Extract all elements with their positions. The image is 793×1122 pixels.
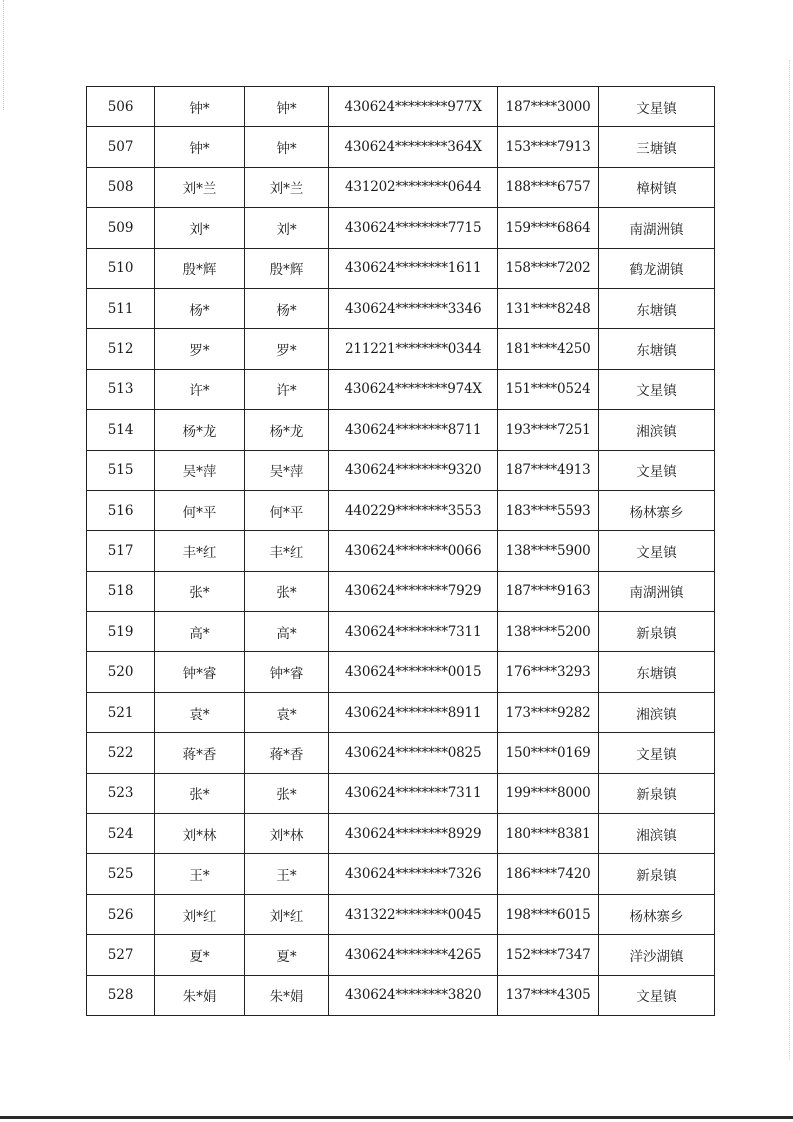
cell-serial-number: 507 (87, 127, 155, 167)
cell-phone-number: 158****7202 (498, 248, 599, 288)
cell-serial-number: 525 (87, 854, 155, 894)
cell-name-repeat: 钟*睿 (244, 652, 328, 692)
cell-township: 湘滨镇 (598, 410, 714, 450)
cell-name-repeat: 许* (244, 369, 328, 409)
cell-township: 东塘镇 (598, 329, 714, 369)
cell-phone-number: 138****5200 (498, 612, 599, 652)
cell-name: 王* (155, 854, 245, 894)
cell-name-repeat: 丰*红 (244, 531, 328, 571)
cell-phone-number: 151****0524 (498, 369, 599, 409)
cell-phone-number: 186****7420 (498, 854, 599, 894)
cell-id-number: 430624********8711 (329, 410, 498, 450)
cell-phone-number: 153****7913 (498, 127, 599, 167)
cell-id-number: 431322********0045 (329, 894, 498, 934)
table-row (87, 894, 715, 934)
cell-township: 洋沙湖镇 (598, 935, 714, 975)
cell-phone-number: 159****6864 (498, 208, 599, 248)
table-row (87, 450, 715, 490)
cell-id-number: 430624********4265 (329, 935, 498, 975)
cell-name: 殷*辉 (155, 248, 245, 288)
cell-serial-number: 514 (87, 410, 155, 450)
table-row (87, 490, 715, 530)
cell-id-number: 430624********7715 (329, 208, 498, 248)
roster-table (86, 86, 715, 1016)
cell-name-repeat: 蒋*香 (244, 733, 328, 773)
cell-id-number: 430624********9320 (329, 450, 498, 490)
cell-serial-number: 510 (87, 248, 155, 288)
cell-serial-number: 522 (87, 733, 155, 773)
cell-id-number: 430624********1611 (329, 248, 498, 288)
cell-phone-number: 183****5593 (498, 490, 599, 530)
cell-township: 新泉镇 (598, 773, 714, 813)
cell-name: 钟* (155, 87, 245, 127)
cell-name-repeat: 张* (244, 571, 328, 611)
cell-serial-number: 523 (87, 773, 155, 813)
cell-name-repeat: 朱*娟 (244, 975, 328, 1015)
cell-name: 丰*红 (155, 531, 245, 571)
cell-name-repeat: 刘* (244, 208, 328, 248)
cell-township: 三塘镇 (598, 127, 714, 167)
cell-serial-number: 517 (87, 531, 155, 571)
cell-phone-number: 137****4305 (498, 975, 599, 1015)
table-row (87, 288, 715, 328)
page-bottom-rule (0, 1116, 793, 1119)
cell-township: 文星镇 (598, 531, 714, 571)
cell-id-number: 431202********0644 (329, 167, 498, 207)
cell-name: 高* (155, 612, 245, 652)
cell-name: 吴*萍 (155, 450, 245, 490)
cell-name: 朱*娟 (155, 975, 245, 1015)
cell-phone-number: 198****6015 (498, 894, 599, 934)
cell-name: 夏* (155, 935, 245, 975)
cell-name-repeat: 张* (244, 773, 328, 813)
cell-township: 南湖洲镇 (598, 571, 714, 611)
table-row (87, 773, 715, 813)
cell-township: 东塘镇 (598, 288, 714, 328)
cell-serial-number: 520 (87, 652, 155, 692)
cell-id-number: 430624********0066 (329, 531, 498, 571)
cell-township: 南湖洲镇 (598, 208, 714, 248)
cell-phone-number: 181****4250 (498, 329, 599, 369)
cell-name-repeat: 吴*萍 (244, 450, 328, 490)
cell-phone-number: 187****3000 (498, 87, 599, 127)
table-row (87, 612, 715, 652)
table-row (87, 329, 715, 369)
cell-id-number: 430624********0825 (329, 733, 498, 773)
cell-name: 蒋*香 (155, 733, 245, 773)
cell-serial-number: 521 (87, 692, 155, 732)
cell-phone-number: 193****7251 (498, 410, 599, 450)
cell-serial-number: 516 (87, 490, 155, 530)
cell-phone-number: 152****7347 (498, 935, 599, 975)
cell-phone-number: 173****9282 (498, 692, 599, 732)
cell-township: 杨林寨乡 (598, 490, 714, 530)
cell-name-repeat: 刘*红 (244, 894, 328, 934)
table-row (87, 854, 715, 894)
cell-id-number: 440229********3553 (329, 490, 498, 530)
cell-phone-number: 138****5900 (498, 531, 599, 571)
cell-serial-number: 527 (87, 935, 155, 975)
cell-name-repeat: 高* (244, 612, 328, 652)
cell-serial-number: 528 (87, 975, 155, 1015)
scan-edge-mark (789, 60, 791, 1060)
cell-name-repeat: 王* (244, 854, 328, 894)
cell-name-repeat: 杨*龙 (244, 410, 328, 450)
cell-serial-number: 511 (87, 288, 155, 328)
cell-township: 文星镇 (598, 369, 714, 409)
cell-name: 杨*龙 (155, 410, 245, 450)
cell-id-number: 430624********364X (329, 127, 498, 167)
cell-id-number: 430624********974X (329, 369, 498, 409)
cell-serial-number: 526 (87, 894, 155, 934)
table-row (87, 248, 715, 288)
table-row (87, 814, 715, 854)
cell-name: 刘* (155, 208, 245, 248)
table-row (87, 652, 715, 692)
cell-township: 文星镇 (598, 87, 714, 127)
cell-id-number: 430624********7311 (329, 773, 498, 813)
cell-name-repeat: 何*平 (244, 490, 328, 530)
cell-name: 张* (155, 773, 245, 813)
table-row (87, 975, 715, 1015)
cell-serial-number: 509 (87, 208, 155, 248)
table-row (87, 87, 715, 127)
cell-phone-number: 187****9163 (498, 571, 599, 611)
cell-name-repeat: 殷*辉 (244, 248, 328, 288)
cell-serial-number: 518 (87, 571, 155, 611)
table-row (87, 531, 715, 571)
cell-name: 刘*林 (155, 814, 245, 854)
cell-name: 钟* (155, 127, 245, 167)
cell-id-number: 430624********8929 (329, 814, 498, 854)
cell-name: 杨* (155, 288, 245, 328)
cell-id-number: 430624********7311 (329, 612, 498, 652)
cell-serial-number: 515 (87, 450, 155, 490)
cell-id-number: 430624********3346 (329, 288, 498, 328)
table-row (87, 733, 715, 773)
table-row (87, 935, 715, 975)
cell-phone-number: 188****6757 (498, 167, 599, 207)
table-row (87, 208, 715, 248)
cell-name-repeat: 夏* (244, 935, 328, 975)
table-row (87, 167, 715, 207)
cell-township: 鹤龙湖镇 (598, 248, 714, 288)
cell-township: 新泉镇 (598, 612, 714, 652)
cell-serial-number: 506 (87, 87, 155, 127)
cell-phone-number: 150****0169 (498, 733, 599, 773)
cell-township: 樟树镇 (598, 167, 714, 207)
cell-id-number: 430624********0015 (329, 652, 498, 692)
cell-name: 钟*睿 (155, 652, 245, 692)
cell-name: 张* (155, 571, 245, 611)
cell-phone-number: 199****8000 (498, 773, 599, 813)
cell-id-number: 211221********0344 (329, 329, 498, 369)
cell-phone-number: 187****4913 (498, 450, 599, 490)
cell-serial-number: 513 (87, 369, 155, 409)
cell-serial-number: 519 (87, 612, 155, 652)
cell-id-number: 430624********3820 (329, 975, 498, 1015)
cell-name-repeat: 袁* (244, 692, 328, 732)
table-row (87, 369, 715, 409)
cell-phone-number: 176****3293 (498, 652, 599, 692)
cell-name: 袁* (155, 692, 245, 732)
cell-serial-number: 512 (87, 329, 155, 369)
cell-name-repeat: 杨* (244, 288, 328, 328)
cell-id-number: 430624********7326 (329, 854, 498, 894)
cell-name: 何*平 (155, 490, 245, 530)
cell-serial-number: 524 (87, 814, 155, 854)
cell-name-repeat: 钟* (244, 127, 328, 167)
cell-phone-number: 131****8248 (498, 288, 599, 328)
cell-name-repeat: 刘*林 (244, 814, 328, 854)
cell-name-repeat: 罗* (244, 329, 328, 369)
cell-township: 文星镇 (598, 733, 714, 773)
table-row (87, 410, 715, 450)
table-row (87, 692, 715, 732)
table-row (87, 127, 715, 167)
roster-table-body (87, 87, 715, 1016)
cell-township: 杨林寨乡 (598, 894, 714, 934)
cell-township: 湘滨镇 (598, 814, 714, 854)
cell-id-number: 430624********977X (329, 87, 498, 127)
cell-township: 湘滨镇 (598, 692, 714, 732)
cell-name: 刘*兰 (155, 167, 245, 207)
cell-name-repeat: 刘*兰 (244, 167, 328, 207)
cell-name: 许* (155, 369, 245, 409)
cell-township: 新泉镇 (598, 854, 714, 894)
cell-name: 罗* (155, 329, 245, 369)
table-row (87, 571, 715, 611)
cell-name: 刘*红 (155, 894, 245, 934)
cell-id-number: 430624********8911 (329, 692, 498, 732)
cell-name-repeat: 钟* (244, 87, 328, 127)
cell-serial-number: 508 (87, 167, 155, 207)
cell-township: 文星镇 (598, 450, 714, 490)
scan-edge-mark (3, 0, 5, 110)
cell-township: 东塘镇 (598, 652, 714, 692)
cell-phone-number: 180****8381 (498, 814, 599, 854)
cell-id-number: 430624********7929 (329, 571, 498, 611)
cell-township: 文星镇 (598, 975, 714, 1015)
